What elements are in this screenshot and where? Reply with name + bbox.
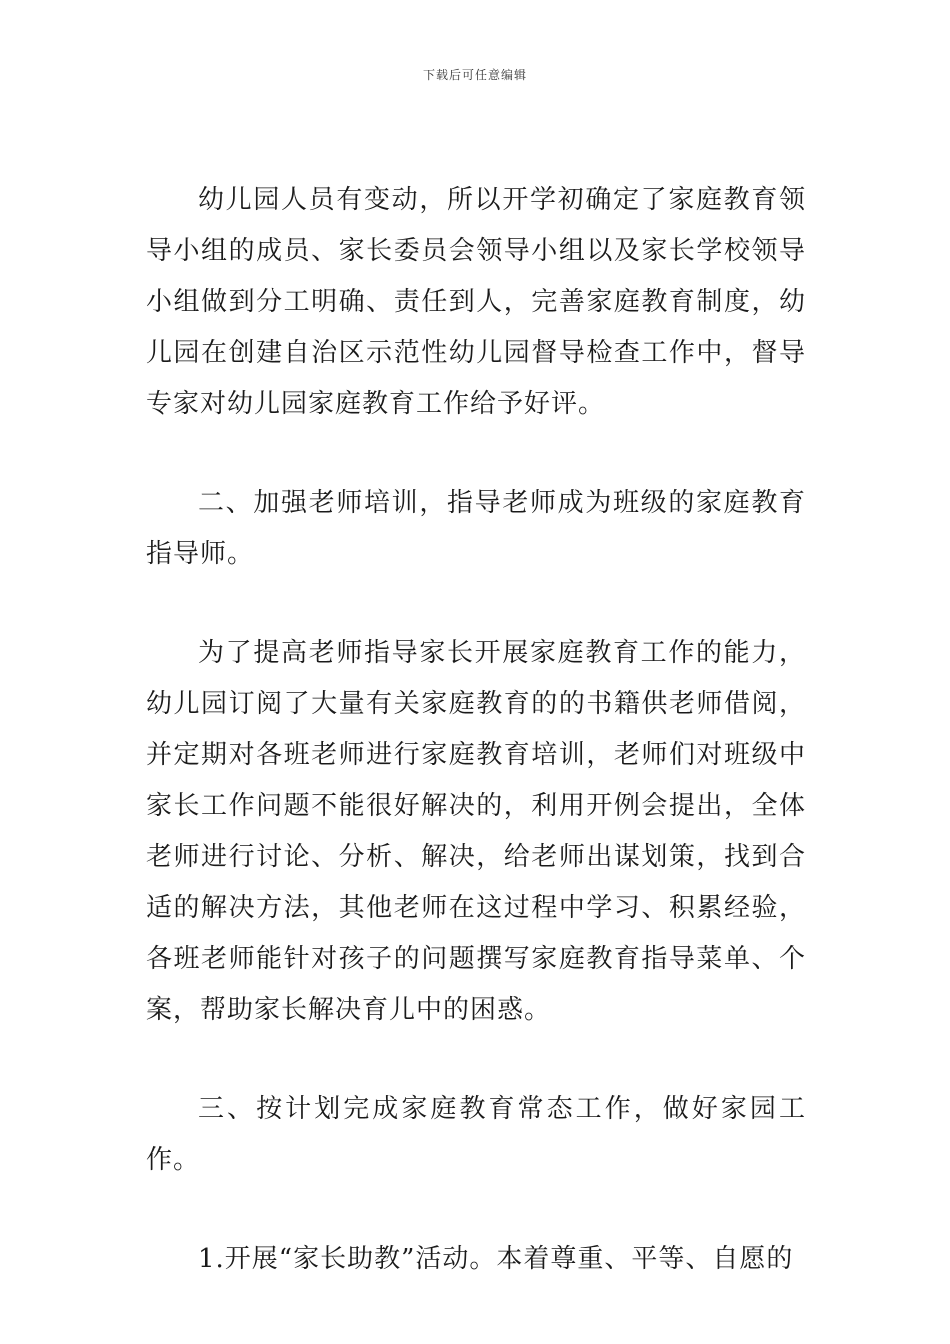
paragraph-leadership-group: 幼儿园人员有变动，所以开学初确定了家庭教育领导小组的成员、家长委员会领导小组以及家长学校领导小组做到分工明确、责任到人，完善家庭教育制度，幼儿园在创建自治区示范性幼儿园督导检查工作中，督导专家对幼儿园家庭教育工作给予好评。 <box>146 185 806 419</box>
paragraph-parent-assistant: 1.开展“家长助教”活动。本着尊重、平等、自愿的 <box>198 1244 794 1274</box>
heading-teacher-training: 二、加强老师培训，指导老师成为班级的家庭教育指导师。 <box>146 488 806 569</box>
heading-routine-work: 三、按计划完成家庭教育常态工作，做好家园工作。 <box>146 1094 806 1175</box>
document-body <box>146 175 806 1285</box>
paragraph-teacher-training: 为了提高老师指导家长开展家庭教育工作的能力，幼儿园订阅了大量有关家庭教育的的书籍供老师借阅，并定期对各班老师进行家庭教育培训，老师们对班级中家长工作问题不能很好解决的，利用开例会提出，全体老师进行讨论、分析、解决，给老师出谋划策，找到合适的解决方法，其他老师在这过程中学习、积累经验，各班老师能针对孩子的问题撰写家庭教育指导菜单、个案，帮助家长解决育儿中的困惑。 <box>146 638 806 1025</box>
page-header-note: 下载后可任意编辑 <box>422 68 527 82</box>
